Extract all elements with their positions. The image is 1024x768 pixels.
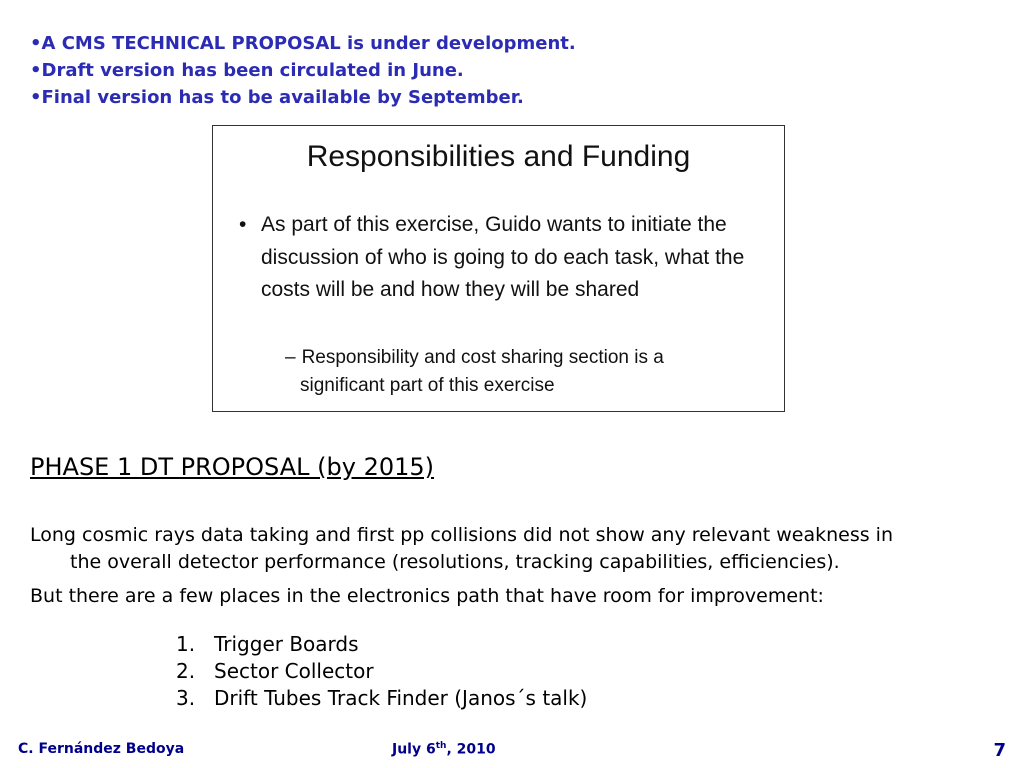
paragraph-performance (30, 522, 990, 576)
paragraph-line-2: the overall detector performance (resolutions, tracking capabilities, efficiencies). (70, 551, 840, 573)
list-item-number: 2. (176, 659, 196, 683)
footer-author: C. Fernández Bedoya (18, 741, 185, 757)
section-heading: PHASE 1 DT PROPOSAL (by 2015) (30, 453, 435, 481)
page-number: 7 (993, 740, 1006, 761)
list-item-number: 1. (176, 632, 196, 656)
subbullet-dash: – (285, 347, 296, 368)
bullet-dot: • (239, 213, 247, 236)
paragraph-line-1: Long cosmic rays data taking and first pp collisions did not show any relevant weakness in (30, 524, 893, 546)
list-item (176, 685, 587, 712)
footer-date-suffix: , 2010 (446, 741, 496, 758)
top-bullet-list (30, 30, 576, 111)
top-bullet-item: •Draft version has been circulated in June. (30, 60, 464, 81)
footer-date (392, 741, 496, 758)
embedded-slide-subbullet (285, 344, 745, 400)
list-item-label: Drift Tubes Track Finder (Janos´s talk) (214, 686, 588, 710)
paragraph-improvement: But there are a few places in the electronics path that have room for improvement: (30, 585, 824, 607)
embedded-slide-bullet-text: As part of this exercise, Guido wants to initiate the discussion of who is going to do each task, what the costs will be and how they will be shared (261, 213, 745, 301)
embedded-slide-bullet (237, 209, 757, 307)
top-bullet-item: •A CMS TECHNICAL PROPOSAL is under development. (30, 33, 576, 54)
list-item (176, 631, 587, 658)
footer-date-prefix: July 6 (392, 741, 436, 758)
top-bullet-item: •Final version has to be available by September. (30, 87, 524, 108)
list-item-number: 3. (176, 686, 196, 710)
list-item-label: Sector Collector (214, 659, 374, 683)
embedded-slide-title: Responsibilities and Funding (306, 140, 691, 173)
improvement-list (176, 631, 587, 712)
embedded-slide-image (212, 125, 785, 412)
subbullet-line-1: Responsibility and cost sharing section is a (301, 347, 664, 368)
list-item-label: Trigger Boards (214, 632, 359, 656)
subbullet-line-2: significant part of this exercise (300, 375, 555, 396)
footer-date-sup: th (435, 741, 447, 751)
list-item (176, 658, 587, 685)
